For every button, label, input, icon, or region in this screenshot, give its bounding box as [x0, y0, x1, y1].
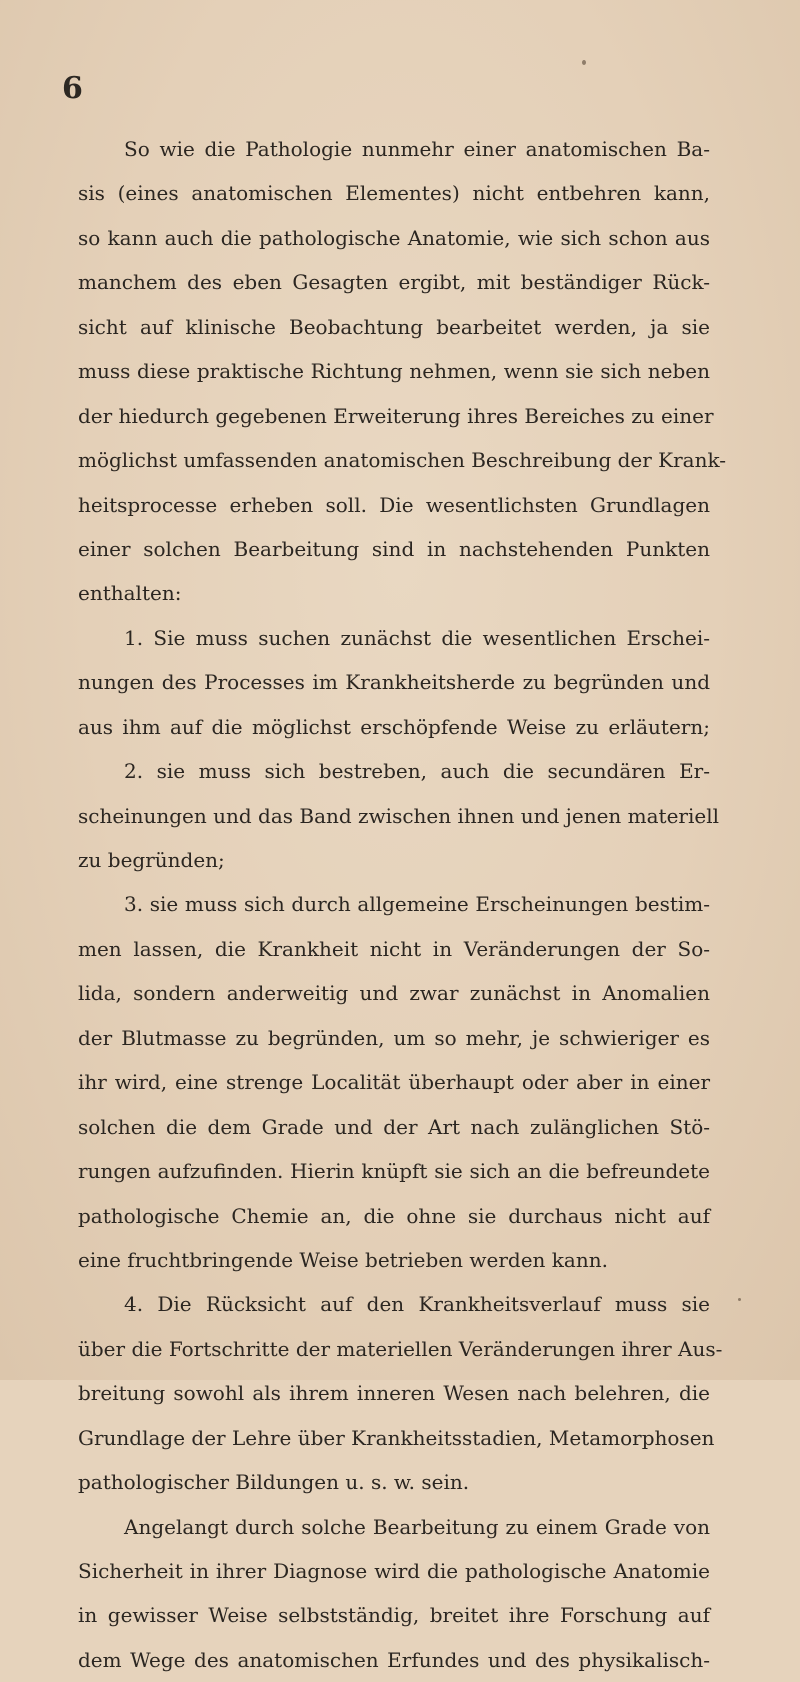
- ink-speck: [582, 60, 586, 65]
- page-number: 6: [62, 71, 83, 106]
- text-line: nungen des Processes im Krankheitsherde zu begründen und: [78, 670, 710, 695]
- text-line: eine fruchtbringende Weise betrieben werden kann.: [78, 1247, 608, 1272]
- text-line: lida, sondern anderweitig und zwar zunächst in Anomalien: [78, 981, 710, 1006]
- text-line: manchem des eben Gesagten ergibt, mit beständiger Rück-: [78, 270, 710, 295]
- text-line: zu begründen;: [78, 848, 225, 872]
- text-line: 3. sie muss sich durch allgemeine Erscheinungen bestim-: [124, 892, 710, 917]
- text-line: in gewisser Weise selbstständig, breitet ihre Forschung auf: [78, 1603, 710, 1628]
- text-line: heitsprocesse erheben soll. Die wesentlichsten Grundlagen: [78, 492, 710, 517]
- text-line: möglichst umfassenden anatomischen Beschreibung der Krank-: [78, 448, 727, 473]
- text-line: 2. sie muss sich bestreben, auch die secundären Er-: [124, 759, 710, 784]
- text-line: rungen aufzufinden. Hierin knüpft sie sich an die befreundete: [78, 1159, 710, 1184]
- ink-speck: [738, 1298, 741, 1301]
- text-line: pathologischer Bildungen u. s. w. sein.: [78, 1470, 470, 1495]
- text-line: pathologische Chemie an, die ohne sie durchaus nicht auf: [78, 1203, 710, 1228]
- text-line: ihr wird, eine strenge Localität überhaupt oder aber in einer: [78, 1070, 710, 1095]
- text-line: über die Fortschritte der materiellen Veränderungen ihrer Aus-: [78, 1336, 723, 1361]
- text-line: Angelangt durch solche Bearbeitung zu einem Grade von: [124, 1514, 710, 1539]
- text-line: breitung sowohl als ihrem inneren Wesen nach belehren, die: [78, 1381, 710, 1406]
- text-line: men lassen, die Krankheit nicht in Veränderungen der So-: [78, 936, 710, 961]
- text-line: so kann auch die pathologische Anatomie, wie sich schon aus: [78, 225, 710, 250]
- text-line: Sicherheit in ihrer Diagnose wird die pathologische Anatomie: [78, 1559, 710, 1583]
- text-line: 1. Sie muss suchen zunächst die wesentlichen Erschei-: [124, 625, 710, 650]
- body-text: [78, 127, 727, 1682]
- text-line: Grundlage der Lehre über Krankheitsstadien, Metamorphosen: [78, 1425, 715, 1450]
- text-line: solchen die dem Grade und der Art nach zulänglichen Stö-: [78, 1114, 710, 1139]
- text-line: dem Wege des anatomischen Erfundes und des physikalisch-: [78, 1647, 710, 1672]
- text-line: einer solchen Bearbeitung sind in nachstehenden Punkten: [78, 536, 710, 561]
- text-line: sis (eines anatomischen Elementes) nicht entbehren kann,: [78, 181, 710, 206]
- text-line: der hiedurch gegebenen Erweiterung ihres Bereiches zu einer: [78, 403, 714, 428]
- text-line: scheinungen und das Band zwischen ihnen und jenen materiell: [78, 803, 719, 828]
- text-line: So wie die Pathologie nunmehr einer anatomischen Ba-: [124, 137, 710, 161]
- text-line: muss diese praktische Richtung nehmen, wenn sie sich neben: [78, 359, 710, 384]
- text-line: aus ihm auf die möglichst erschöpfende Weise zu erläutern;: [78, 714, 710, 739]
- text-line: der Blutmasse zu begründen, um so mehr, je schwieriger es: [78, 1025, 710, 1050]
- text-line: enthalten:: [78, 581, 182, 606]
- text-line: sicht auf klinische Beobachtung bearbeitet werden, ja sie: [78, 314, 710, 339]
- text-line: 4. Die Rücksicht auf den Krankheitsverlauf muss sie: [124, 1292, 710, 1317]
